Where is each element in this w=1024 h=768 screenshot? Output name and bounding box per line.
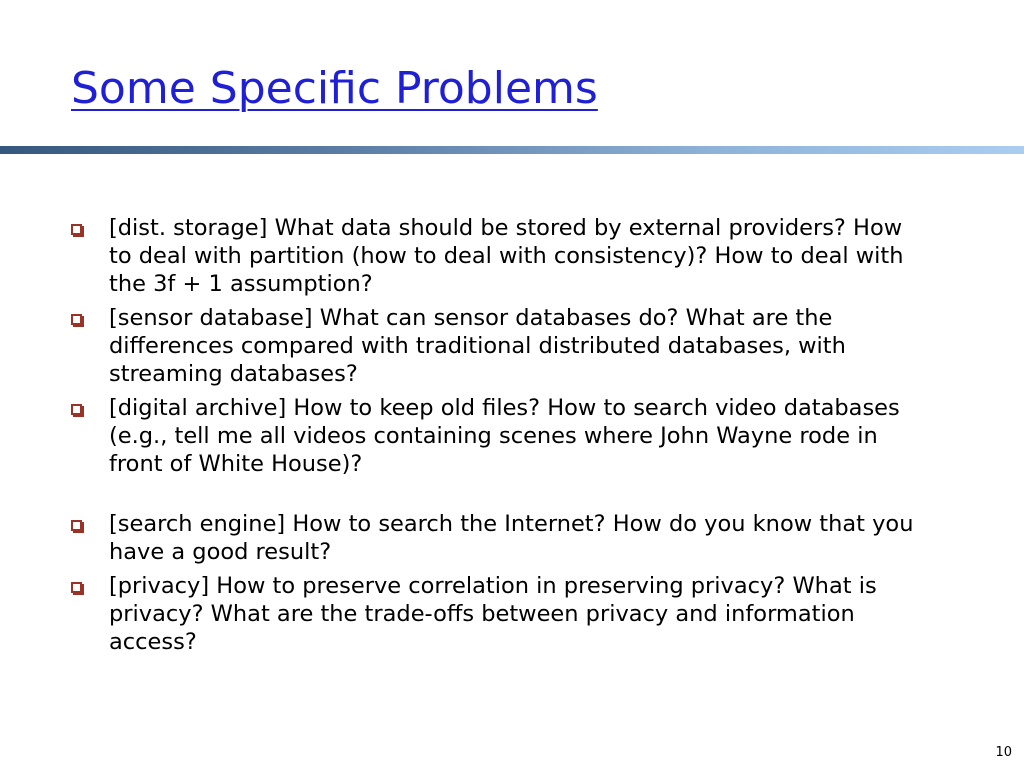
bullet-item-dist-storage bbox=[68, 214, 928, 298]
bullet-item-digital-archive bbox=[68, 394, 928, 478]
square-bullet-icon bbox=[71, 404, 82, 415]
square-bullet-icon bbox=[71, 582, 82, 593]
bullet-list bbox=[68, 214, 928, 662]
square-bullet-icon bbox=[71, 314, 82, 325]
bullet-item-search-engine bbox=[68, 510, 928, 566]
bullet-item-privacy bbox=[68, 572, 928, 656]
bullet-text: [dist. storage] What data should be stored by external providers? How to deal with partition (how to deal with consistency)? How to deal with the 3f + 1 assumption? bbox=[109, 215, 904, 297]
page-number: 10 bbox=[995, 745, 1012, 760]
title-divider bbox=[0, 146, 1024, 154]
square-bullet-icon bbox=[71, 520, 82, 531]
square-bullet-icon bbox=[71, 224, 82, 235]
bullet-text: [sensor database] What can sensor databases do? What are the differences compared with traditional distributed databases, with streaming databases? bbox=[109, 305, 846, 387]
bullet-item-sensor-database bbox=[68, 304, 928, 388]
bullet-text: [search engine] How to search the Internet? How do you know that you have a good result? bbox=[109, 511, 914, 565]
bullet-text: [privacy] How to preserve correlation in preserving privacy? What is privacy? What are the trade-offs between privacy and information access? bbox=[109, 573, 877, 655]
slide-title: Some Specific Problems bbox=[71, 63, 598, 114]
bullet-text: [digital archive] How to keep old files? How to search video databases (e.g., tell me all videos containing scenes where John Wayne rode in front of White House)? bbox=[109, 395, 900, 477]
